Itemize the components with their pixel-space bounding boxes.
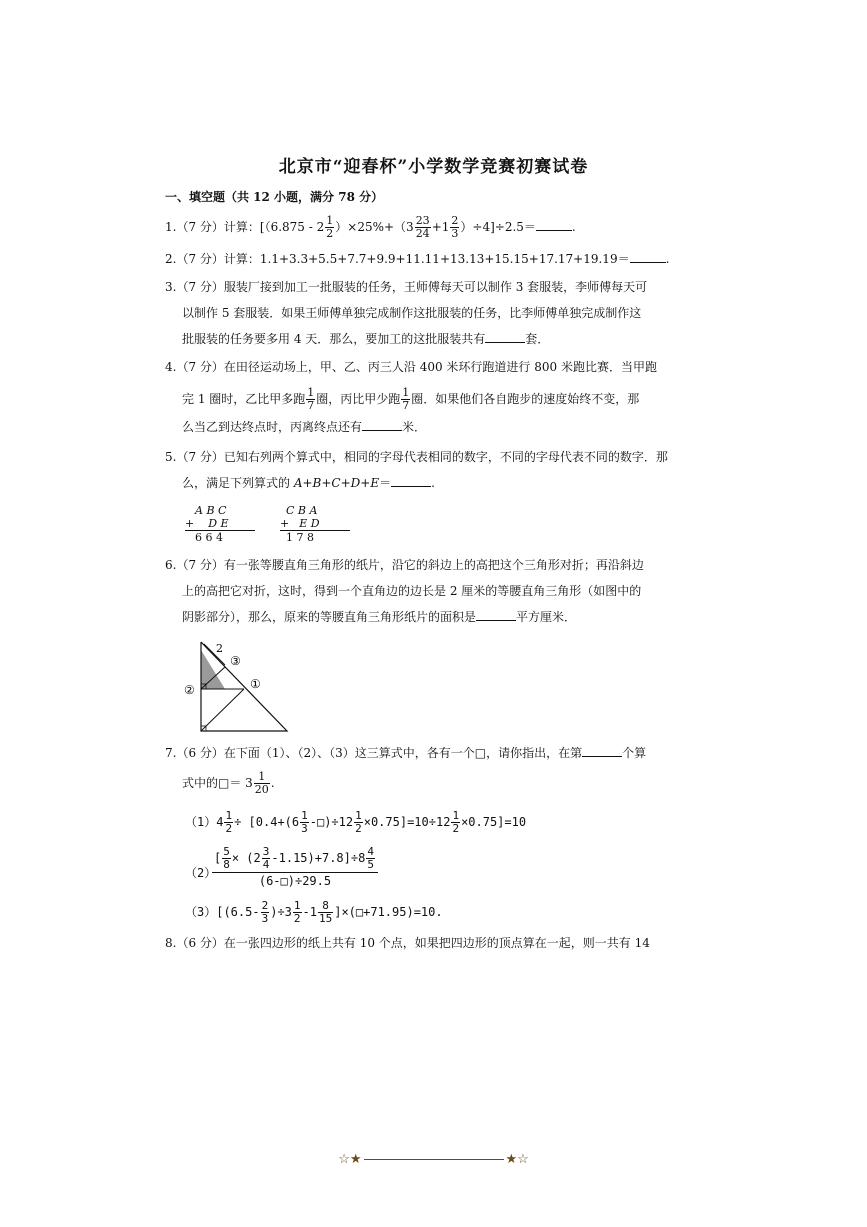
question-8 bbox=[165, 930, 650, 956]
question-3 bbox=[165, 274, 647, 352]
q4-fraction-1: $\frac{1}{7}$ bbox=[307, 386, 315, 412]
q7-expression-2 bbox=[212, 846, 378, 888]
q5-line-1: 5.（7 分）已知右列两个算式中，相同的字母代表相同的数字，不同的字母代表不同的数字．那 bbox=[165, 450, 668, 464]
q5-addition-left: A B C + D E 6 6 4 bbox=[185, 504, 255, 544]
q7-expression-2-label: （2） bbox=[185, 866, 217, 880]
q6-label-1: ① bbox=[250, 677, 261, 691]
q6-fold-line-2 bbox=[201, 689, 244, 731]
q4-fraction-2: $\frac{1}{7}$ bbox=[402, 386, 410, 412]
q6-triangle-figure bbox=[180, 640, 295, 735]
q2-answer-blank[interactable] bbox=[630, 252, 666, 263]
q5-line-2: 么，满足下列算式的 A+B+C+D+E＝ . bbox=[182, 476, 435, 490]
q1-fraction-2: $\frac{23}{24}$ bbox=[415, 214, 430, 240]
q1-fraction-1: $\frac{1}{2}$ bbox=[326, 214, 334, 240]
q6-length-label: 2 bbox=[216, 642, 223, 655]
q7-answer-blank[interactable] bbox=[582, 746, 622, 757]
q1-answer-blank[interactable] bbox=[536, 220, 572, 231]
q6-label-2: ② bbox=[184, 683, 195, 697]
question-7 bbox=[165, 740, 646, 796]
q1-text-suffix: ）÷4]÷2.5＝ bbox=[460, 220, 536, 234]
question-1: 1.（7 分）计算：[（6.875 - 2 $\frac{1}{2}$ ）×25%+（3 $\frac{23}{24}$ +1 $\frac{2}{3}$ ）÷4]÷2.5＝ . bbox=[165, 214, 576, 240]
q4-line-2: 完 1 圈时，乙比甲多跑 $\frac{1}{7}$ 圈，丙比甲少跑 $\frac{1}{7}$ 圈．如果他们各自跑步的速度始终不变，那 bbox=[182, 386, 640, 412]
q3-line-2: 以制作 5 套服装．如果王师傅单独完成制作这批服装的任务，比李师傅单独完成制作这 bbox=[182, 306, 642, 320]
q7-line-2: 式中的□＝ 3 $\frac{1}{20}$ . bbox=[182, 770, 275, 796]
page-title: 北京市“迎春杯”小学数学竞赛初赛试卷 bbox=[278, 157, 589, 177]
question-6 bbox=[165, 552, 644, 630]
page-footer bbox=[0, 1152, 867, 1167]
q7-expression-2-denominator: (6-□)÷29.5 bbox=[258, 874, 332, 888]
q6-line-1: 6.（7 分）有一张等腰直角三角形的纸片，沿它的斜边上的高把这个三角形对折；再沿斜边 bbox=[165, 558, 644, 572]
question-5 bbox=[165, 444, 668, 496]
q4-answer-blank[interactable] bbox=[362, 420, 402, 431]
q8-line-1: 8.（6 分）在一张四边形的纸上共有 10 个点，如果把四边形的顶点算在一起，则一共有 14 bbox=[165, 936, 650, 950]
q7-expression-3: （3）[(6.5- $\frac{2}{3}$ )÷3 $\frac{1}{2}$ -1 $\frac{8}{15}$ ]×(□+71.95)=10. bbox=[185, 899, 443, 925]
q7-expression-2-numerator: [ $\frac{5}{8}$ × (2 $\frac{3}{4}$ -1.15)+7.8]÷8 $\frac{4}{5}$ bbox=[212, 846, 378, 873]
q4-line-3: 么当乙到达终点时，丙离终点还有 米． bbox=[182, 420, 427, 434]
q1-text-mid: ）×25%+（3 bbox=[335, 220, 414, 234]
footer-stars-left: ☆★ bbox=[338, 1152, 362, 1167]
q6-label-3: ③ bbox=[230, 654, 241, 668]
q6-line-3: 阴影部分），那么，原来的等腰直角三角形纸片的面积是 平方厘米． bbox=[182, 610, 577, 624]
q7-fraction: $\frac{1}{20}$ bbox=[254, 770, 269, 796]
q6-line-2: 上的高把它对折，这时，得到一个直角边的边长是 2 厘米的等腰直角三角形（如图中的 bbox=[182, 584, 642, 598]
footer-divider bbox=[364, 1159, 504, 1160]
q5-answer-blank[interactable] bbox=[391, 476, 431, 487]
section-heading: 一、填空题（共 12 小题，满分 78 分） bbox=[165, 190, 384, 204]
q3-line-3: 批服装的任务要多用 4 天．那么，要加工的这批服装共有 套． bbox=[182, 332, 550, 346]
q3-answer-blank[interactable] bbox=[485, 332, 525, 343]
q6-shaded-region bbox=[201, 650, 225, 689]
q4-line-1: 4.（7 分）在田径运动场上，甲、乙、丙三人沿 400 米环行跑道进行 800 米跑比赛．当甲跑 bbox=[165, 360, 657, 374]
q7-expression-1: （1）4 $\frac{1}{2}$ ÷ [0.4+(6 $\frac{1}{3}$ -□)÷12 $\frac{1}{2}$ ×0.75]=10÷12 $\frac{1}{2}$ ×0.75]=10 bbox=[185, 809, 527, 835]
q7-line-1: 7.（6 分）在下面（1）、（2）、（3）这三算式中，各有一个□，请你指出，在第 个算 bbox=[165, 746, 647, 760]
footer-stars-right: ★☆ bbox=[505, 1152, 529, 1167]
q1-text-plus: +1 bbox=[431, 220, 450, 234]
q5-addition-right: C B A + E D 1 7 8 bbox=[280, 504, 350, 544]
question-4 bbox=[165, 354, 657, 440]
question-2: 2.（7 分）计算：1.1+3.3+5.5+7.7+9.9+11.11+13.13+15.15+17.17+19.19＝ . bbox=[165, 252, 670, 266]
q6-answer-blank[interactable] bbox=[476, 610, 516, 621]
q1-text: 1.（7 分）计算：[（6.875 - 2 bbox=[165, 220, 325, 234]
q2-text: 2.（7 分）计算：1.1+3.3+5.5+7.7+9.9+11.11+13.13+15.15+17.17+19.19＝ bbox=[165, 252, 630, 266]
q1-fraction-3: $\frac{2}{3}$ bbox=[451, 214, 459, 240]
q3-line-1: 3.（7 分）服装厂接到加工一批服装的任务，王师傅每天可以制作 3 套服装，李师傅每天可 bbox=[165, 280, 648, 294]
